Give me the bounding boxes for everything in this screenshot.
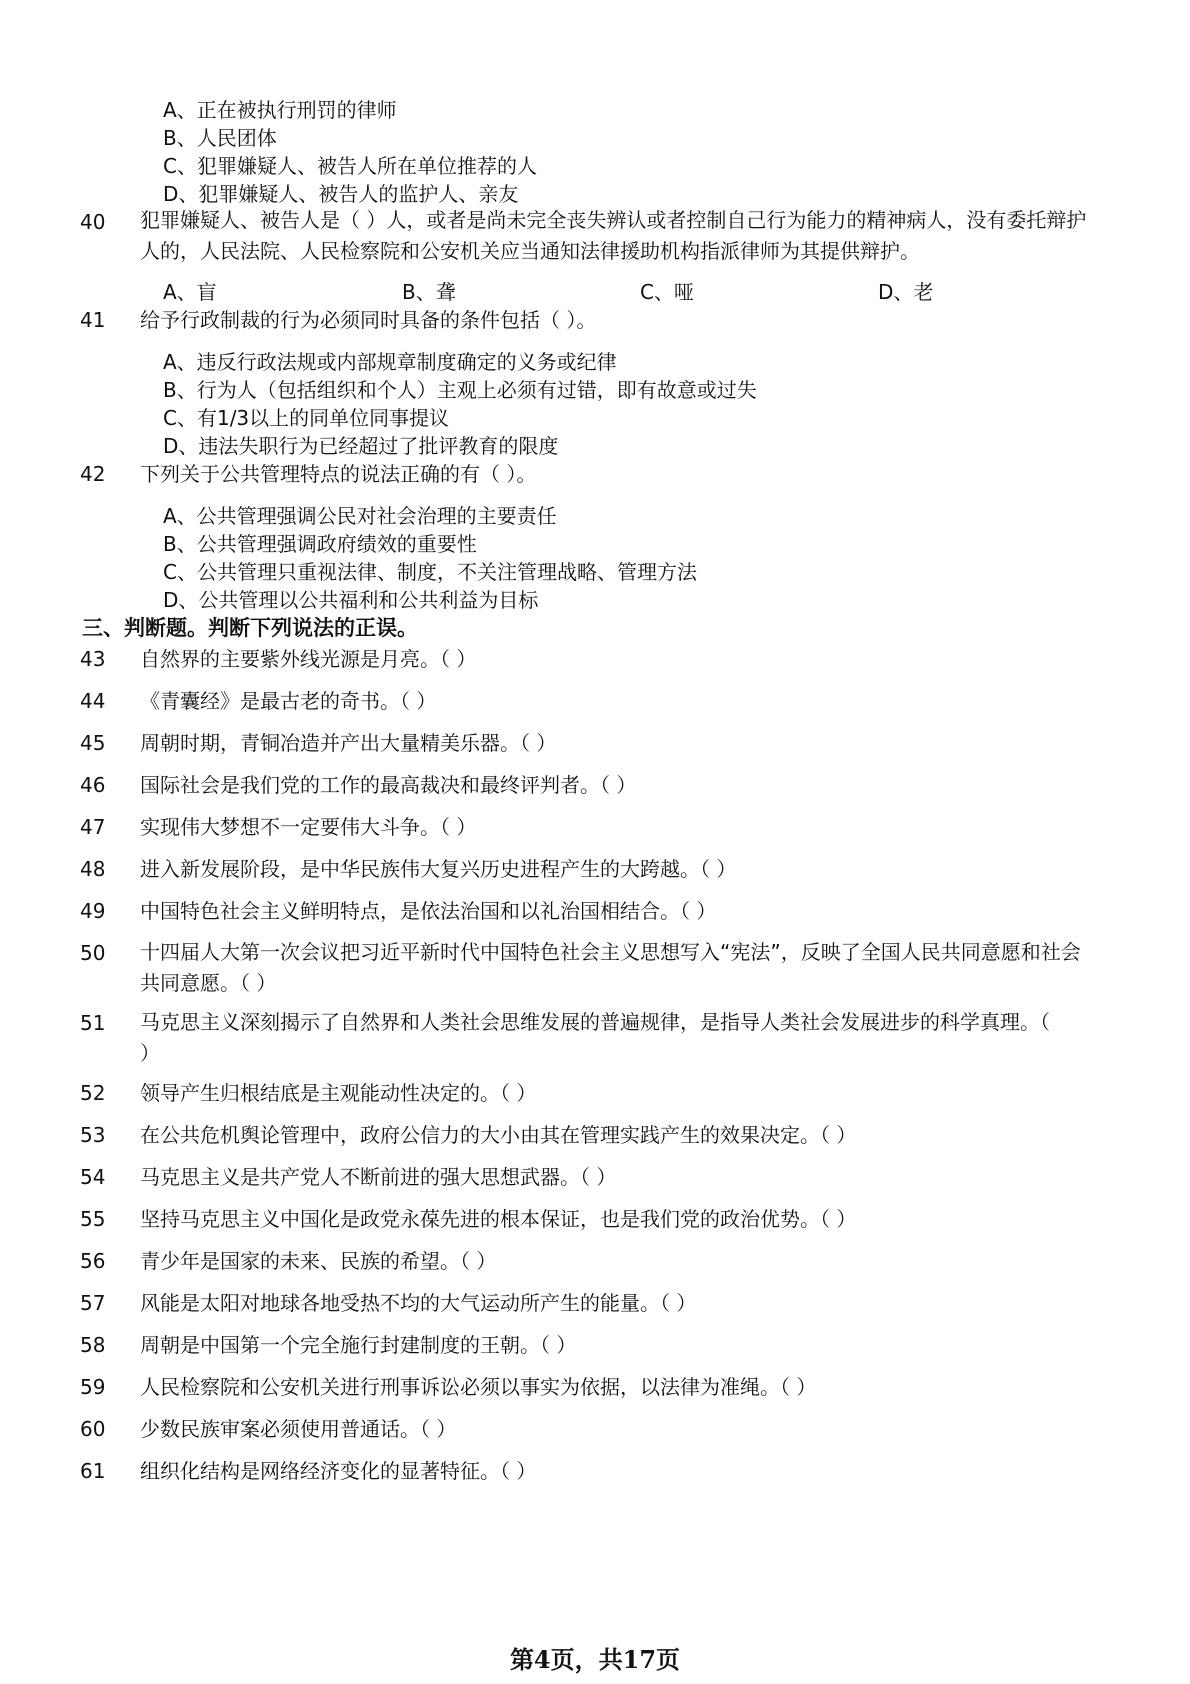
q52-text: 领导产生归根结底是主观能动性决定的。（ ） <box>140 1081 537 1105</box>
q48-text: 进入新发展阶段，是中华民族伟大复兴历史进程产生的大跨越。（ ） <box>140 857 737 881</box>
q48-number: 48 <box>80 857 106 881</box>
q56-text: 青少年是国家的未来、民族的希望。（ ） <box>140 1249 497 1273</box>
q46-number: 46 <box>80 773 106 797</box>
q42-option-d: D、公共管理以公共福利和公共利益为目标 <box>163 588 539 612</box>
q42-option-a: A、公共管理强调公民对社会治理的主要责任 <box>163 504 557 528</box>
q52-number: 52 <box>80 1081 106 1105</box>
q39-option-a: A、正在被执行刑罚的律师 <box>163 98 397 122</box>
q61-number: 61 <box>80 1459 106 1483</box>
q43-number: 43 <box>80 647 106 671</box>
q41-option-d: D、违法失职行为已经超过了批评教育的限度 <box>163 434 559 458</box>
q39-option-d: D、犯罪嫌疑人、被告人的监护人、亲友 <box>163 182 519 206</box>
q55-number: 55 <box>80 1207 106 1231</box>
q49-text: 中国特色社会主义鲜明特点，是依法治国和以礼治国相结合。（ ） <box>140 899 717 923</box>
q46-text: 国际社会是我们党的工作的最高裁决和最终评判者。（ ） <box>140 773 637 797</box>
section-heading: 三、判断题。判断下列说法的正误。 <box>82 616 418 640</box>
q40-text: 犯罪嫌疑人、被告人是（ ）人，或者是尚未完全丧失辨认或者控制自己行为能力的精神病人，没有委托辩护人的，人民法院、人民检察院和公安机关应当通知法律援助机构指派律师为其提供辩护。 <box>140 208 1087 263</box>
q45-text: 周朝时期，青铜冶造并产出大量精美乐器。（ ） <box>140 731 557 755</box>
q40-option-d: D、老 <box>878 280 934 304</box>
q44-number: 44 <box>80 689 106 713</box>
q41-option-c: C、有1/3以上的同单位同事提议 <box>163 406 450 430</box>
page-footer: 第4页，共17页 <box>509 1645 681 1674</box>
q59-text: 人民检察院和公安机关进行刑事诉讼必须以事实为依据，以法律为准绳。（ ） <box>140 1375 817 1399</box>
q49-number: 49 <box>80 899 106 923</box>
q47-number: 47 <box>80 815 106 839</box>
q42-option-b: B、公共管理强调政府绩效的重要性 <box>163 532 477 556</box>
q58-text: 周朝是中国第一个完全施行封建制度的王朝。（ ） <box>140 1333 577 1357</box>
q50-text: 十四届人大第一次会议把习近平新时代中国特色社会主义思想写入“宪法”，反映了全国人民共同意愿和社会共同意愿。（ ） <box>140 940 1081 995</box>
q53-text: 在公共危机舆论管理中，政府公信力的大小由其在管理实践产生的效果决定。（ ） <box>140 1123 857 1147</box>
q40-option-a: A、盲 <box>163 280 217 304</box>
q58-number: 58 <box>80 1333 106 1357</box>
q51-text: 马克思主义深刻揭示了自然界和人类社会思维发展的普遍规律，是指导人类社会发展进步的科学真理。（ ） <box>140 1010 1050 1065</box>
q42-text: 下列关于公共管理特点的说法正确的有（ ）。 <box>140 462 537 486</box>
q40-option-c: C、哑 <box>640 280 694 304</box>
q44-text: 《青囊经》是最古老的奇书。（ ） <box>140 689 437 713</box>
q41-text: 给予行政制裁的行为必须同时具备的条件包括（ ）。 <box>140 308 597 332</box>
q41-number: 41 <box>80 308 106 332</box>
q45-number: 45 <box>80 731 106 755</box>
q55-text: 坚持马克思主义中国化是政党永葆先进的根本保证，也是我们党的政治优势。（ ） <box>140 1207 857 1231</box>
q42-number: 42 <box>80 462 106 486</box>
q43-text: 自然界的主要紫外线光源是月亮。（ ） <box>140 647 477 671</box>
q51-number: 51 <box>80 1011 106 1035</box>
q39-option-b: B、人民团体 <box>163 126 277 150</box>
q57-text: 风能是太阳对地球各地受热不均的大气运动所产生的能量。（ ） <box>140 1291 697 1315</box>
q47-text: 实现伟大梦想不一定要伟大斗争。（ ） <box>140 815 477 839</box>
q54-text: 马克思主义是共产党人不断前进的强大思想武器。（ ） <box>140 1165 617 1189</box>
q40-number: 40 <box>80 210 106 234</box>
q39-option-c: C、犯罪嫌疑人、被告人所在单位推荐的人 <box>163 154 537 178</box>
q57-number: 57 <box>80 1291 106 1315</box>
q61-text: 组织化结构是网络经济变化的显著特征。（ ） <box>140 1459 537 1483</box>
q54-number: 54 <box>80 1165 106 1189</box>
q41-option-b: B、行为人（包括组织和个人）主观上必须有过错，即有故意或过失 <box>163 378 757 402</box>
q56-number: 56 <box>80 1249 106 1273</box>
q42-option-c: C、公共管理只重视法律、制度，不关注管理战略、管理方法 <box>163 560 697 584</box>
q60-number: 60 <box>80 1417 106 1441</box>
q59-number: 59 <box>80 1375 106 1399</box>
q50-number: 50 <box>80 941 106 965</box>
q41-option-a: A、违反行政法规或内部规章制度确定的义务或纪律 <box>163 350 617 374</box>
q40-option-b: B、聋 <box>402 280 456 304</box>
q53-number: 53 <box>80 1123 106 1147</box>
q60-text: 少数民族审案必须使用普通话。（ ） <box>140 1417 457 1441</box>
